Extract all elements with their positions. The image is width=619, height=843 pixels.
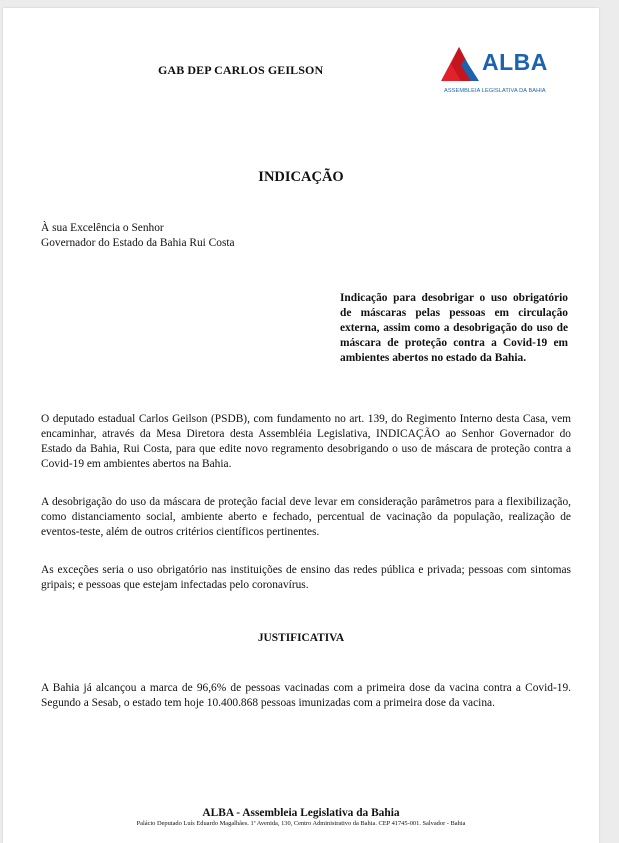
body-paragraph: A desobrigação do uso da máscara de proteção facial deve levar em consideração parâmetros para a flexibilização, como distanciamento social, ambiente aberto e fechado, percentual de vacinação da população, realização de eventos-teste, além de outros critérios científicos pertinentes.: [41, 496, 571, 538]
alba-triangle-icon: [441, 47, 481, 83]
footer-title: ALBA - Assembleia Legislativa da Bahia: [202, 807, 400, 819]
recipient-line-2: Governador do Estado da Bahia Rui Costa: [41, 237, 235, 249]
logo-subtitle: ASSEMBLEIA LEGISLATIVA DA BAHIA: [444, 88, 546, 94]
indication-summary: Indicação para desobrigar o uso obrigatório de máscaras pelas pessoas em circulação externa, assim como a desobrigação do uso de máscara de proteção contra a Covid-19 em ambientes abertos no estado da Bahia.: [340, 292, 568, 364]
justification-paragraph: A Bahia já alcançou a marca de 96,6% de pessoas vacinadas com a primeira dose da vacina contra a Covid-19. Segundo a Sesab, o estado tem hoje 10.400.868 pessoas imunizadas com a primeira dose da vacina.: [41, 682, 571, 709]
document-title: INDICAÇÃO: [258, 169, 344, 185]
logo-wordmark: ALBA: [482, 49, 548, 75]
body-paragraph: O deputado estadual Carlos Geilson (PSDB), com fundamento no art. 139, do Regimento Interno desta Casa, vem encaminhar, através da Mesa Diretora desta Assembléia Legislativa, INDICAÇÃO ao Senhor Governador do Estado da Bahia, Rui Costa, para que edite novo regramento desobrigando o uso de máscara de proteção contra a Covid-19 em ambientes abertos na Bahia.: [41, 413, 571, 470]
document-page: [3, 8, 599, 843]
footer-address: Palácio Deputado Luís Eduardo Magalhães. 1ª Avenida, 130, Centro Administrativo da Bahia. CEP 41745-001. Salvador - Bahia: [136, 820, 466, 827]
alba-logo: [441, 47, 551, 99]
office-header: GAB DEP CARLOS GEILSON: [158, 63, 324, 77]
recipient-line-1: À sua Excelência o Senhor: [41, 222, 164, 234]
recipient-block: [41, 221, 341, 251]
justification-title: JUSTIFICATIVA: [257, 632, 345, 644]
body-paragraph: As exceções seria o uso obrigatório nas instituições de ensino das redes pública e privada; pessoas com sintomas gripais; e pessoas que estejam infectadas pelo coronavírus.: [41, 564, 571, 591]
